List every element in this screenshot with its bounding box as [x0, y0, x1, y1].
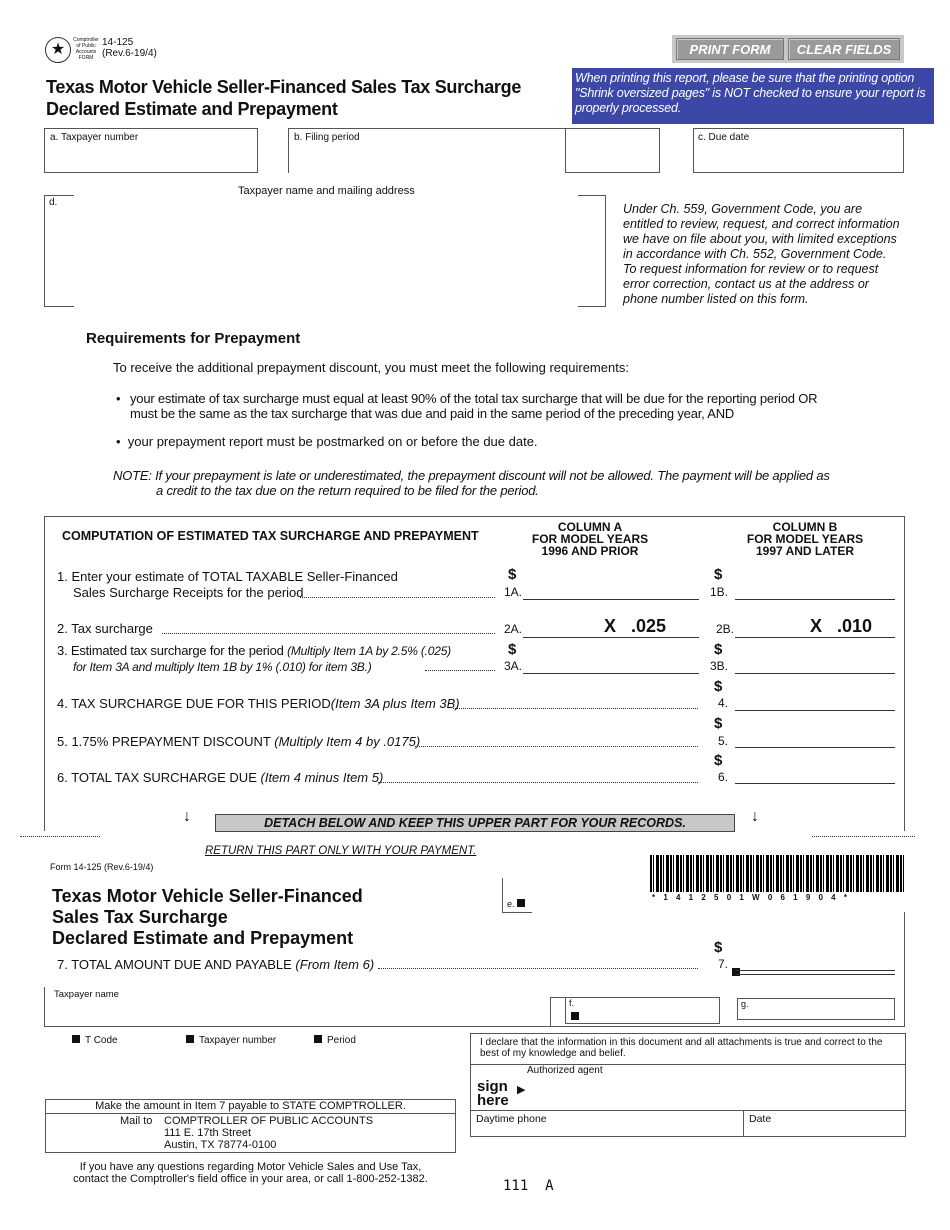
questions-line: contact the Comptroller's field office in your area, or call 1-800-252-1382. [73, 1173, 428, 1185]
dollar-sign: $ [714, 641, 723, 658]
address-line: Austin, TX 78774-0100 [164, 1139, 277, 1151]
taxpayer-number-marker [186, 1035, 276, 1046]
input-1a[interactable] [523, 599, 699, 600]
label-3b: 3B. [709, 659, 728, 673]
item-2-label: 2. Tax surcharge [57, 621, 153, 636]
bullet-icon: • [116, 434, 121, 449]
column-a-heading [520, 521, 660, 557]
label-6: 6. [717, 770, 728, 784]
arrow-down-icon: ↓ [751, 808, 759, 825]
label-1a: 1A. [503, 585, 522, 599]
item-4-text: 4. TAX SURCHARGE DUE FOR THIS PERIOD [57, 696, 331, 711]
taxpayer-number-label: a. Taxpayer number [50, 132, 139, 143]
dollar-sign: $ [508, 566, 517, 583]
print-form-button[interactable]: PRINT FORM [676, 38, 784, 60]
payable-text: Make the amount in Item 7 payable to STATE COMPTROLLER. [46, 1100, 455, 1114]
leader-dots [378, 782, 698, 783]
col-a-line: 1996 AND PRIOR [541, 544, 639, 558]
privacy-line: Under Ch. 559, Government Code, you are [623, 202, 863, 216]
square-marker-icon [571, 1012, 579, 1020]
input-5[interactable] [735, 747, 895, 748]
rate-2b: X .010 [810, 616, 873, 636]
label-3a: 3A. [503, 659, 522, 673]
barcode-text: * 1 4 1 2 5 0 1 W 0 6 1 9 0 4 * [652, 893, 850, 902]
item-6-text: 6. TOTAL TAX SURCHARGE DUE [57, 770, 257, 785]
leader-dots [425, 670, 495, 671]
form-number: 14-125 [102, 37, 134, 48]
privacy-line: To request information for review or to request [623, 262, 879, 276]
daytime-phone-label[interactable]: Daytime phone [476, 1113, 547, 1125]
field-f-label: f. [569, 998, 575, 1008]
taxpayer-name-label: Taxpayer name [54, 989, 119, 1000]
form-reference: Form 14-125 (Rev.6-19/4) [50, 862, 154, 872]
square-marker-icon [517, 899, 525, 907]
taxpayer-number-field[interactable] [44, 128, 258, 173]
field-e-label: e. [507, 899, 515, 909]
coupon-title [52, 886, 363, 949]
requirements-heading: Requirements for Prepayment [86, 330, 301, 347]
input-7[interactable] [735, 970, 895, 975]
dollar-sign: $ [714, 566, 723, 583]
comptroller-seal-icon: ★ [45, 37, 71, 63]
square-marker-icon [72, 1035, 80, 1043]
bullet-1 [116, 391, 817, 421]
privacy-line: in accordance with Ch. 552, Government Code. [623, 247, 887, 261]
form-revision: (Rev.6-19/4) [102, 48, 157, 59]
label-1b: 1B. [709, 585, 728, 599]
privacy-line: error correction, contact us at the address or [623, 277, 869, 291]
note [113, 468, 830, 498]
due-date-field[interactable] [693, 128, 904, 173]
label-2b: 2B. [715, 622, 734, 636]
bullet-icon: • [116, 391, 121, 406]
label-5: 5. [717, 734, 728, 748]
privacy-line: we have on file about you, with limited exceptions [623, 232, 897, 246]
payment-instructions [45, 1099, 456, 1153]
col-a-line: FOR MODEL YEARS [531, 532, 649, 546]
col-b-line: 1997 AND LATER [755, 544, 855, 558]
mail-address [164, 1115, 373, 1151]
taxpayer-number-text: Taxpayer number [199, 1035, 277, 1046]
leader-dots [300, 597, 495, 598]
barcode [650, 855, 906, 892]
leader-dots [378, 968, 698, 969]
questions-text [45, 1161, 456, 1185]
square-marker-icon [186, 1035, 194, 1043]
bullet-2-text: your prepayment report must be postmarked on or before the due date. [127, 434, 538, 449]
col-b-line: COLUMN B [772, 520, 838, 534]
col-a-line: COLUMN A [557, 520, 623, 534]
bracket-right [578, 195, 606, 307]
period-text: Period [327, 1035, 356, 1046]
print-notice: When printing this report, please be sure that the printing option "Shrink oversized pages" is NOT checked to ensure your report is properly processed. [572, 68, 934, 124]
item-5-italic: (Multiply Item 4 by .0175) [274, 734, 421, 749]
t-code-text: T Code [85, 1035, 118, 1046]
label-2a: 2A. [503, 622, 522, 636]
dollar-sign: $ [714, 715, 723, 732]
bullet-1-line-1: your estimate of tax surcharge must equal at least 90% of the total tax surcharge that will be due for the reporting period OR [130, 391, 818, 406]
clear-fields-button[interactable]: CLEAR FIELDS [788, 38, 900, 60]
bullet-2 [116, 434, 538, 449]
dollar-sign: $ [714, 939, 723, 956]
field-f-inner[interactable] [565, 997, 720, 1024]
due-date-label: c. Due date [698, 132, 750, 143]
rate-2a: X .025 [604, 616, 667, 636]
field-g[interactable] [737, 998, 895, 1020]
cut-line [20, 836, 100, 837]
title-line-2: Declared Estimate and Prepayment [46, 99, 338, 119]
input-3b[interactable] [735, 673, 895, 674]
bracket-left [44, 195, 74, 307]
item-6-label [57, 770, 383, 785]
address-label: Taxpayer name and mailing address [238, 185, 415, 197]
dollar-sign: $ [714, 752, 723, 769]
coupon-title-line: Sales Tax Surcharge [52, 907, 228, 927]
title-line-1: Texas Motor Vehicle Seller-Financed Sales Tax Surcharge [46, 77, 522, 97]
privacy-line: entitled to review, request, and correct information [623, 217, 900, 231]
input-1b[interactable] [735, 599, 895, 600]
item-3-italic: (Multiply Item 1A by 2.5% (.025) [287, 644, 451, 658]
item-7-text: 7. TOTAL AMOUNT DUE AND PAYABLE [57, 957, 292, 972]
input-4[interactable] [735, 710, 895, 711]
address-field[interactable] [44, 195, 606, 307]
item-1-line-1: 1. Enter your estimate of TOTAL TAXABLE Seller-Financed [57, 569, 398, 584]
filing-period-label: b. Filing period [294, 132, 360, 143]
field-g-label: g. [741, 999, 749, 1009]
item-4-italic: (Item 3A plus Item 3B) [330, 696, 460, 711]
computation-heading: COMPUTATION OF ESTIMATED TAX SURCHARGE AND PREPAYMENT [62, 529, 479, 543]
t-code-label [72, 1035, 118, 1046]
coupon-title-line: Texas Motor Vehicle Seller-Financed [52, 886, 363, 906]
item-5-text: 5. 1.75% PREPAYMENT DISCOUNT [57, 734, 271, 749]
address-field-label: d. [49, 197, 58, 208]
leader-dots [415, 746, 698, 747]
date-field[interactable] [743, 1111, 776, 1137]
privacy-notice [623, 202, 900, 307]
column-b-heading [735, 521, 875, 557]
field-e [507, 899, 530, 909]
col-b-line: FOR MODEL YEARS [746, 532, 864, 546]
item-7-label [57, 957, 374, 972]
coupon-right-border [904, 912, 905, 988]
leader-dots [453, 708, 698, 709]
item-3-label [57, 643, 451, 675]
item-4-label [57, 696, 460, 711]
input-6[interactable] [735, 783, 895, 784]
authorized-agent-label: Authorized agent [527, 1065, 603, 1076]
return-note: RETURN THIS PART ONLY WITH YOUR PAYMENT. [205, 845, 477, 857]
note-line-1: NOTE: If your prepayment is late or underestimated, the prepayment discount will not be allowed. The payment will be applied as [113, 468, 830, 483]
page-title [46, 76, 521, 120]
filing-period-box[interactable] [565, 128, 660, 173]
questions-line: If you have any questions regarding Motor Vehicle Sales and Use Tax, [79, 1161, 422, 1173]
privacy-line: phone number listed on this form. [623, 292, 809, 306]
leader-dots [162, 633, 495, 634]
item-6-italic: (Item 4 minus Item 5) [260, 770, 384, 785]
coupon-title-line: Declared Estimate and Prepayment [52, 928, 354, 948]
label-7: 7. [717, 957, 728, 971]
item-1-line-2: Sales Surcharge Receipts for the period [73, 585, 304, 600]
here-text: here [477, 1092, 509, 1109]
square-marker-icon [314, 1035, 322, 1043]
item-3-line-1: 3. Estimated tax surcharge for the period [57, 643, 284, 658]
detach-banner: DETACH BELOW AND KEEP THIS UPPER PART FOR YOUR RECORDS. [215, 814, 735, 832]
logo-text: Comptroller of Public Accounts FORM [73, 37, 99, 61]
cut-line [812, 836, 915, 837]
dollar-sign: $ [714, 678, 723, 695]
ocr-code: 111 A [503, 1178, 554, 1194]
item-3-line-2: for Item 3A and multiply Item 1B by 1% (.010) for item 3B.) [73, 660, 372, 674]
bullet-1-line-2: must be the same as the tax surcharge that was due and paid in the same period of the preceding year, AND [130, 406, 735, 421]
input-2b [735, 637, 895, 638]
address-line: COMPTROLLER OF PUBLIC ACCOUNTS [164, 1115, 374, 1127]
requirements-intro: To receive the additional prepayment discount, you must meet the following requirements: [113, 360, 629, 375]
declaration-text: I declare that the information in this document and all attachments is true and correct to the best of my knowledge and belief. [480, 1037, 883, 1059]
declaration-box [470, 1033, 906, 1137]
sign-here-label [477, 1080, 509, 1108]
item-7-italic: (From Item 6) [295, 957, 375, 972]
arrow-down-icon: ↓ [183, 808, 191, 825]
input-2a [523, 637, 699, 638]
dollar-sign: $ [508, 641, 517, 658]
item-5-label [57, 734, 420, 749]
label-4: 4. [717, 696, 728, 710]
mail-to-label: Mail to [120, 1115, 153, 1127]
note-line-2: a credit to the tax due on the return required to be filed for the period. [156, 483, 539, 498]
arrow-right-icon: ▶ [517, 1084, 526, 1096]
period-label [314, 1035, 356, 1046]
date-label: Date [749, 1113, 772, 1125]
address-line: 111 E. 17th Street [164, 1127, 252, 1139]
sign-text: sign [477, 1078, 508, 1095]
filing-period-field[interactable] [288, 128, 566, 173]
input-3a[interactable] [523, 673, 699, 674]
